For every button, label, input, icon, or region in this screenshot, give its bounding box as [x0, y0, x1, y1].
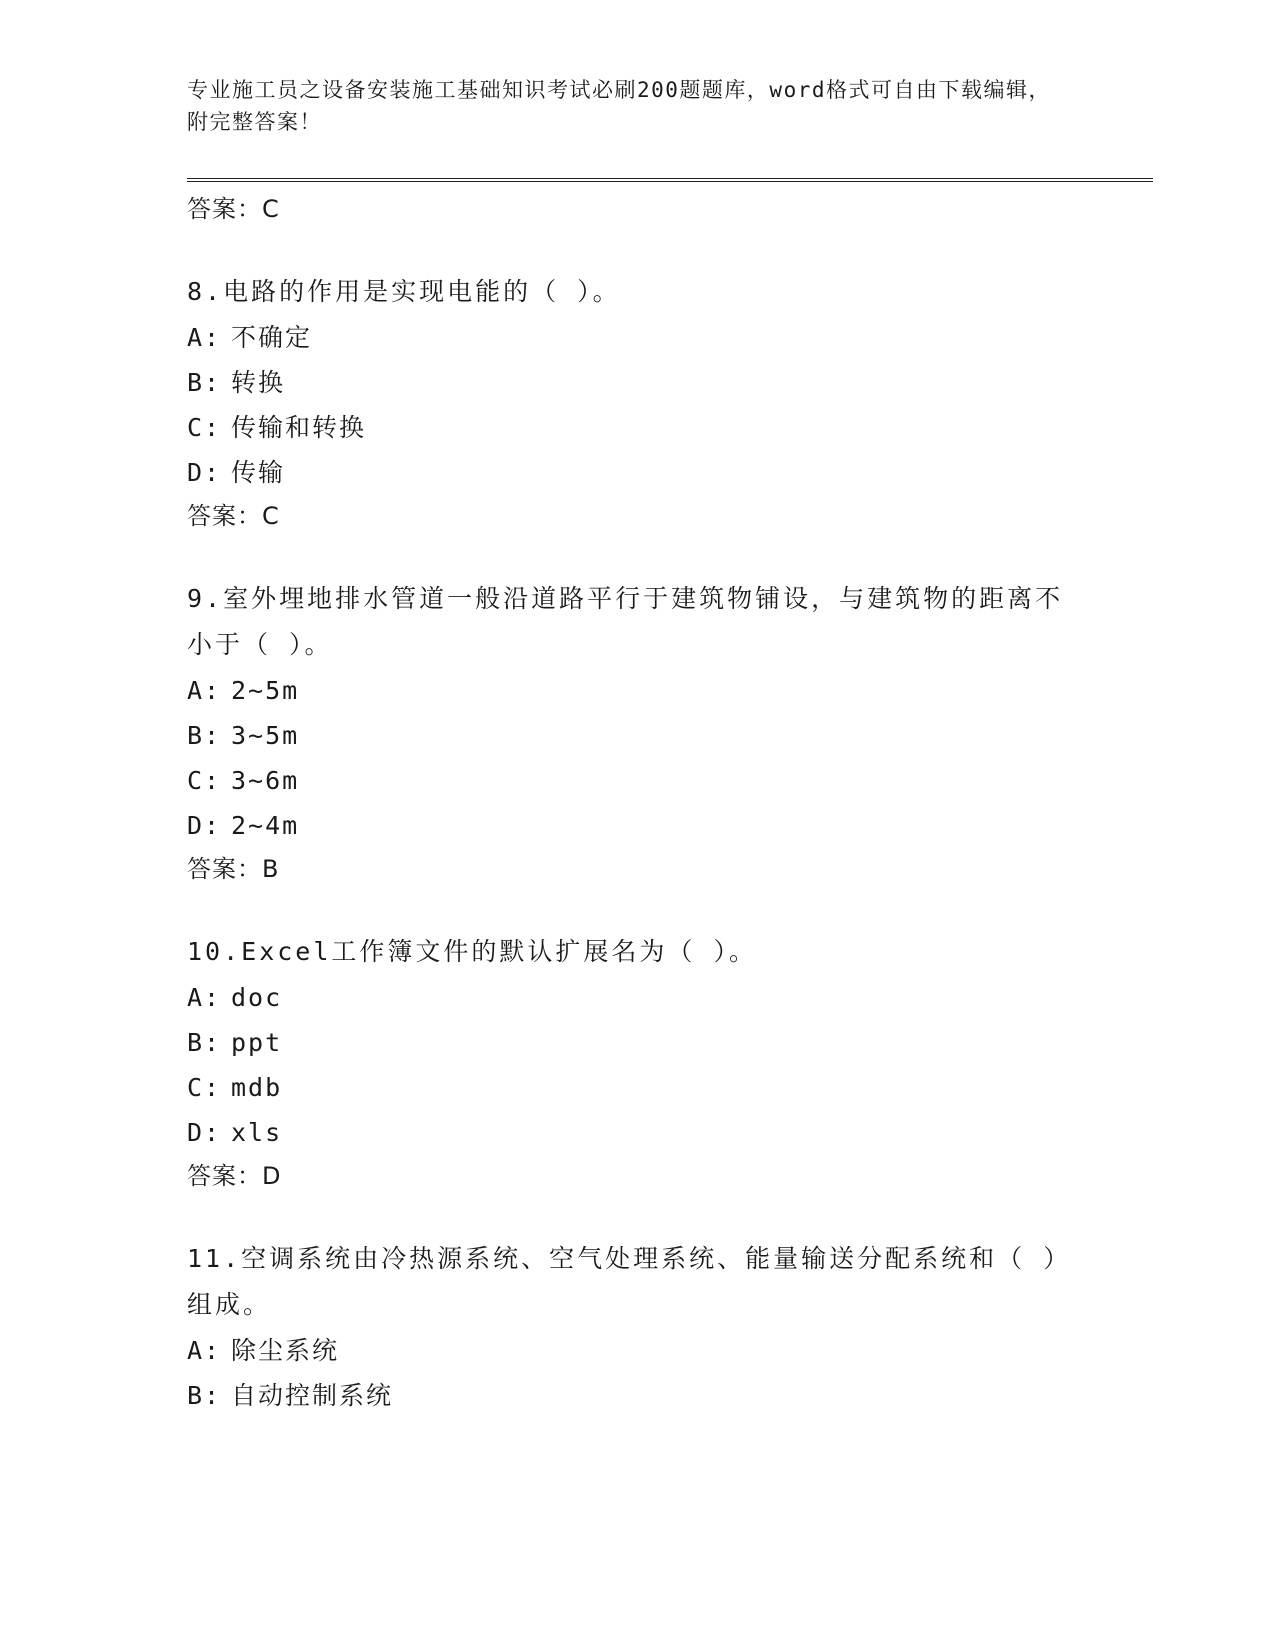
option-a [187, 668, 1087, 713]
option-letter: D: [187, 811, 222, 840]
option-letter: D: [187, 1118, 222, 1147]
option-text: 3~5m [231, 721, 300, 750]
question-item [187, 269, 1087, 533]
option-c [187, 405, 1087, 450]
question-item [187, 929, 1087, 1193]
page-header-title: 专业施工员之设备安装施工基础知识考试必刷200题题库，word格式可自由下载编辑，附完整答案！ [187, 78, 1051, 134]
question-stem: 11.空调系统由冷热源系统、空气处理系统、能量输送分配系统和（ ）组成。 [187, 1244, 1072, 1319]
answer-line: 答案：C [187, 502, 280, 530]
option-text: xls [231, 1118, 283, 1147]
option-letter: A: [187, 323, 222, 352]
option-text: ppt [231, 1028, 283, 1057]
option-letter: B: [187, 368, 222, 397]
option-text: 传输 [231, 458, 286, 487]
option-d [187, 450, 1087, 495]
option-text: 除尘系统 [231, 1336, 340, 1365]
option-text: mdb [231, 1073, 283, 1102]
question-stem: 9.室外埋地排水管道一般沿道路平行于建筑物铺设，与建筑物的距离不小于（ ）。 [187, 584, 1064, 659]
option-letter: A: [187, 676, 222, 705]
answer-line: 答案：D [187, 1162, 282, 1190]
option-b [187, 1020, 1087, 1065]
option-text: 传输和转换 [231, 413, 367, 442]
option-letter: D: [187, 458, 222, 487]
option-text: 2~4m [231, 811, 300, 840]
option-text: 2~5m [231, 676, 300, 705]
option-a [187, 315, 1087, 360]
answer-line: 答案：B [187, 855, 280, 883]
answer-line: 答案：C [187, 195, 280, 223]
question-stem: 10.Excel工作簿文件的默认扩展名为（ ）。 [187, 937, 757, 966]
option-letter: C: [187, 1073, 222, 1102]
option-b [187, 360, 1087, 405]
option-letter: B: [187, 721, 222, 750]
question-stem: 8.电路的作用是实现电能的（ ）。 [187, 277, 621, 306]
option-a [187, 975, 1087, 1020]
option-letter: B: [187, 1381, 222, 1410]
option-letter: C: [187, 766, 222, 795]
option-b [187, 1373, 1087, 1418]
option-d [187, 803, 1087, 848]
option-text: 自动控制系统 [231, 1381, 394, 1410]
option-d [187, 1110, 1087, 1155]
option-letter: A: [187, 1336, 222, 1365]
option-text: doc [231, 983, 283, 1012]
header-divider [187, 178, 1153, 182]
option-c [187, 1065, 1087, 1110]
option-letter: C: [187, 413, 222, 442]
question-item [187, 1236, 1087, 1418]
option-a [187, 1328, 1087, 1373]
question-list [187, 192, 1087, 1418]
question-item [187, 576, 1087, 886]
option-text: 转换 [231, 368, 286, 397]
option-text: 3~6m [231, 766, 300, 795]
option-c [187, 758, 1087, 803]
option-b [187, 713, 1087, 758]
option-letter: A: [187, 983, 222, 1012]
option-text: 不确定 [231, 323, 313, 352]
option-letter: B: [187, 1028, 222, 1057]
